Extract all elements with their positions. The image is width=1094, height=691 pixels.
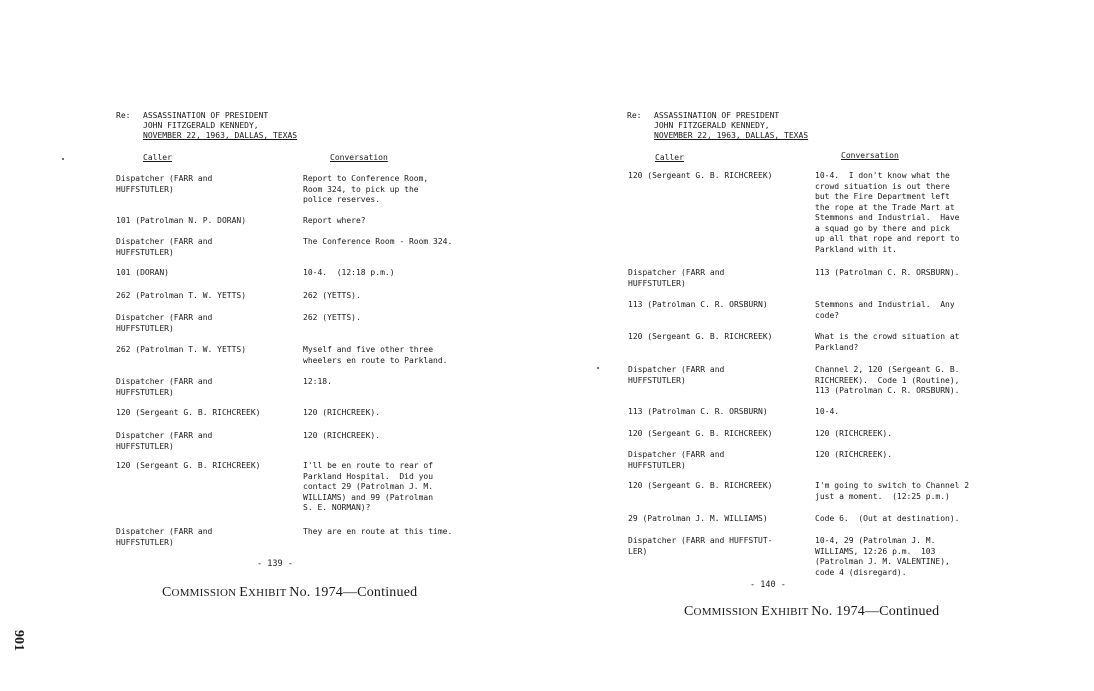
re-line: ASSASSINATION OF PRESIDENT	[654, 111, 780, 120]
page-number: - 139 -	[257, 559, 293, 569]
entry-conversation: 262 (YETTS).	[303, 313, 361, 322]
entry-conversation: 10-4. I don't know what the crowd situation is out there but the Fire Department left the rope at the Trade Mart at Stemmons and Industrial. Have a squad go by there and pick up all that rope and report to Parkland with it.	[815, 171, 960, 254]
entry-conversation: I'll be en route to rear of Parkland Hospital. Did you contact 29 (Patrolman J. M. WILLIAMS) and 99 (Patrolman S. E. NORMAN)?	[303, 461, 434, 512]
entry-conversation: 10-4, 29 (Patrolman J. M. WILLIAMS, 12:26 p.m. 103 (Patrolman J. M. VALENTINE), code 4 (disregard).	[815, 536, 950, 577]
re-label: Re:	[116, 111, 131, 120]
entry-conversation: 120 (RICHCREEK).	[303, 431, 381, 440]
document-page-140	[547, 0, 1094, 691]
entry-caller: Dispatcher (FARR and HUFFSTUTLER)	[628, 450, 725, 470]
entry-caller: 120 (Sergeant G. B. RICHCREEK)	[628, 429, 773, 438]
entry-conversation: I'm going to switch to Channel 2 just a moment. (12:25 p.m.)	[815, 481, 970, 501]
entry-conversation: 113 (Patrolman C. R. ORSBURN).	[815, 268, 960, 277]
caption-smallcaps: XHIBIT	[248, 587, 290, 599]
entry-caller: 101 (Patrolman N. P. DORAN)	[116, 216, 247, 225]
entry-caller: Dispatcher (FARR and HUFFSTUT- LER)	[628, 536, 773, 556]
entry-conversation: 120 (RICHCREEK).	[815, 429, 893, 438]
caption-initial: E	[239, 585, 249, 600]
entry-caller: 262 (Patrolman T. W. YETTS)	[116, 345, 247, 354]
entry-caller: 120 (Sergeant G. B. RICHCREEK)	[628, 171, 773, 180]
entry-caller: Dispatcher (FARR and HUFFSTUTLER)	[116, 431, 213, 451]
entry-conversation: 120 (RICHCREEK).	[303, 408, 381, 417]
entry-caller: Dispatcher (FARR and HUFFSTUTLER)	[628, 268, 725, 288]
re-subject	[143, 111, 297, 141]
exhibit-caption	[162, 585, 417, 601]
entry-conversation: 120 (RICHCREEK).	[815, 450, 893, 459]
entry-caller: 29 (Patrolman J. M. WILLIAMS)	[628, 514, 768, 523]
entry-conversation: The Conference Room - Room 324.	[303, 237, 453, 246]
re-line: ASSASSINATION OF PRESIDENT	[143, 111, 269, 120]
caller-column-header: Caller	[655, 153, 684, 162]
caption-initial: C	[684, 604, 694, 619]
entry-caller: 120 (Sergeant G. B. RICHCREEK)	[116, 408, 261, 417]
entry-conversation: Report where?	[303, 216, 366, 225]
entry-caller: Dispatcher (FARR and HUFFSTUTLER)	[116, 313, 213, 333]
volume-page-number: 901	[11, 630, 26, 651]
entry-conversation: Channel 2, 120 (Sergeant G. B. RICHCREEK). Code 1 (Routine), 113 (Patrolman C. R. ORSBURN).	[815, 365, 960, 395]
entry-caller: 101 (DORAN)	[116, 268, 169, 277]
entry-conversation: 10-4.	[815, 407, 840, 416]
entry-caller: Dispatcher (FARR and HUFFSTUTLER)	[116, 377, 213, 397]
conversation-column-header: Conversation	[330, 153, 388, 162]
entry-caller: Dispatcher (FARR and HUFFSTUTLER)	[116, 527, 213, 547]
caption-rest: No. 1974—Continued	[289, 585, 418, 600]
entry-conversation: Stemmons and Industrial. Any code?	[815, 300, 955, 320]
entry-caller: Dispatcher (FARR and HUFFSTUTLER)	[628, 365, 725, 385]
entry-conversation: 262 (YETTS).	[303, 291, 361, 300]
entry-conversation: They are en route at this time.	[303, 527, 453, 536]
entry-conversation: Myself and five other three wheelers en route to Parkland.	[303, 345, 448, 365]
entry-caller: 113 (Patrolman C. R. ORSBURN)	[628, 300, 768, 309]
re-line: JOHN FITZGERALD KENNEDY,	[654, 121, 770, 130]
re-line: NOVEMBER 22, 1963, DALLAS, TEXAS	[143, 131, 298, 140]
re-subject	[654, 111, 808, 141]
entry-caller: 120 (Sergeant G. B. RICHCREEK)	[116, 461, 261, 470]
entry-caller: Dispatcher (FARR and HUFFSTUTLER)	[116, 174, 213, 194]
entry-caller: 262 (Patrolman T. W. YETTS)	[116, 291, 247, 300]
entry-conversation: What is the crowd situation at Parkland?	[815, 332, 960, 352]
caller-column-header: Caller	[143, 153, 172, 162]
re-line: JOHN FITZGERALD KENNEDY,	[143, 121, 259, 130]
scan-speck	[597, 367, 599, 369]
entry-conversation: Report to Conference Room, Room 324, to pick up the police reserves.	[303, 174, 429, 204]
entry-caller: 113 (Patrolman C. R. ORSBURN)	[628, 407, 768, 416]
entry-conversation: 12:18.	[303, 377, 332, 386]
caption-rest: No. 1974—Continued	[811, 604, 940, 619]
caption-smallcaps: XHIBIT	[770, 606, 812, 618]
entry-caller: 120 (Sergeant G. B. RICHCREEK)	[628, 481, 773, 490]
caption-initial: C	[162, 585, 172, 600]
entry-conversation: 10-4. (12:18 p.m.)	[303, 268, 395, 277]
caption-initial: E	[761, 604, 771, 619]
caption-smallcaps: OMMISSION	[171, 587, 240, 599]
scan-speck	[62, 158, 64, 160]
exhibit-caption	[684, 604, 939, 620]
entry-caller: Dispatcher (FARR and HUFFSTUTLER)	[116, 237, 213, 257]
caption-smallcaps: OMMISSION	[693, 606, 762, 618]
entry-conversation: Code 6. (Out at destination).	[815, 514, 960, 523]
re-line: NOVEMBER 22, 1963, DALLAS, TEXAS	[654, 131, 809, 140]
entry-caller: 120 (Sergeant G. B. RICHCREEK)	[628, 332, 773, 341]
page-number: - 140 -	[750, 580, 786, 590]
conversation-column-header: Conversation	[841, 151, 899, 160]
re-label: Re:	[627, 111, 642, 120]
